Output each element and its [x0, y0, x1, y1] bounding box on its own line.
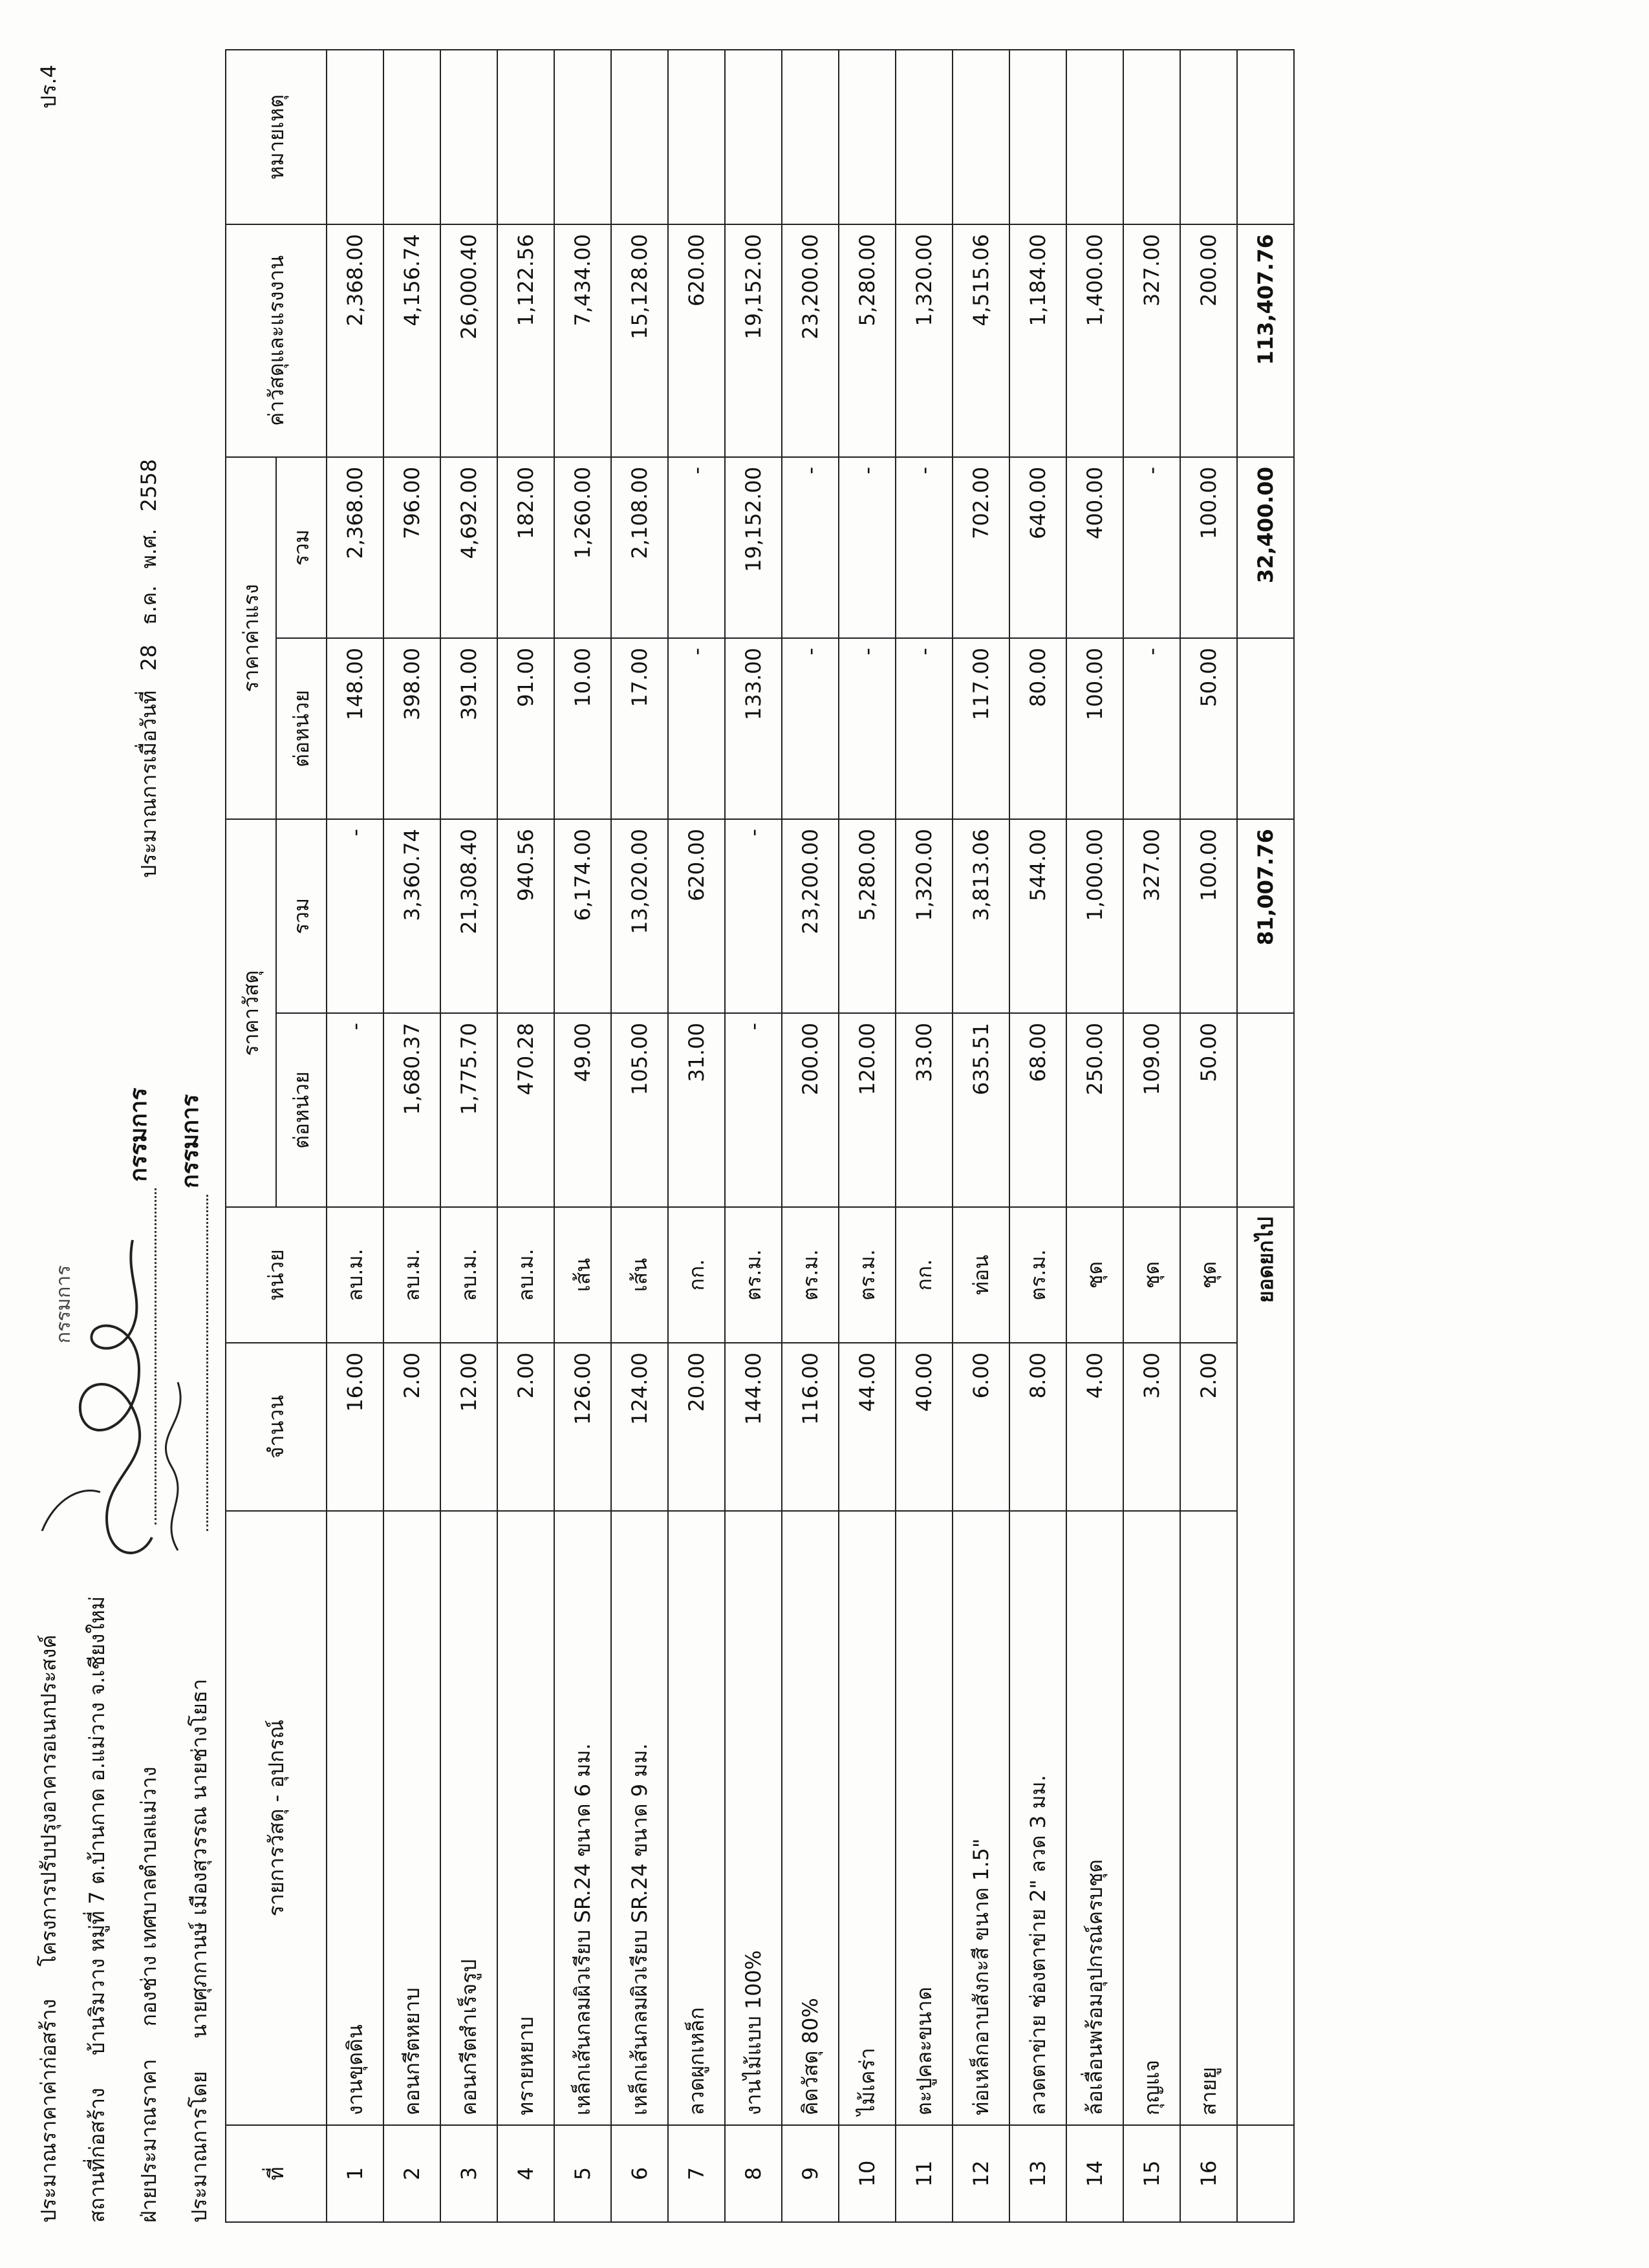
row-no: 15	[1123, 2125, 1180, 2222]
signature-label-2: กรรมการ	[125, 1087, 152, 1182]
row-material-total: 3,360.74	[383, 819, 440, 1013]
row-unit: ตร.ม.	[839, 1207, 896, 1343]
row-no: 3	[440, 2125, 497, 2222]
col-material-unit-header: ต่อหน่วย	[276, 1013, 327, 1207]
row-labor-total: -	[1123, 457, 1180, 638]
row-item: กุญแจ	[1123, 1511, 1180, 2125]
row-unit: เส้น	[554, 1207, 611, 1343]
row-qty: 126.00	[554, 1343, 611, 1511]
row-labor-total: 796.00	[383, 457, 440, 638]
table-row	[782, 50, 839, 2222]
row-labor-total: 4,692.00	[440, 457, 497, 638]
col-labor-total-header: รวม	[276, 457, 327, 638]
signature-line-3	[171, 1094, 208, 1531]
table-row	[725, 50, 782, 2222]
row-unit: ตร.ม.	[725, 1207, 782, 1343]
total-label: ยอดยกไป	[1237, 1207, 1294, 2125]
header-estimator-label: ประมาณการโดย	[187, 2071, 211, 2223]
header-estimator-value: นายศุภกานษ์ เมืองสุวรรณ นายช่างโยธา	[187, 1678, 211, 2039]
row-labor-total: 640.00	[1009, 457, 1066, 638]
row-labor-unit: -	[668, 638, 725, 819]
row-sum: 2,368.00	[327, 224, 383, 457]
row-labor-total: -	[668, 457, 725, 638]
row-sum: 4,515.06	[953, 224, 1009, 457]
row-sum: 7,434.00	[554, 224, 611, 457]
row-item: ตะปูคละขนาด	[896, 1511, 953, 2125]
total-row	[1237, 50, 1294, 2222]
row-qty: 20.00	[668, 1343, 725, 1511]
table-row	[668, 50, 725, 2222]
row-material-total: 327.00	[1123, 819, 1180, 1013]
row-no: 2	[383, 2125, 440, 2222]
row-material-total: 940.56	[497, 819, 554, 1013]
row-sum: 19,152.00	[725, 224, 782, 457]
row-no: 12	[953, 2125, 1009, 2222]
row-sum: 5,280.00	[839, 224, 896, 457]
row-qty: 12.00	[440, 1343, 497, 1511]
row-labor-total: -	[839, 457, 896, 638]
table-row	[497, 50, 554, 2222]
row-unit: ชุด	[1180, 1207, 1237, 1343]
row-labor-total: 702.00	[953, 457, 1009, 638]
form-code: ปร.4	[36, 64, 61, 109]
row-unit: ลบ.ม.	[440, 1207, 497, 1343]
table-row	[953, 50, 1009, 2222]
table-row	[1123, 50, 1180, 2222]
header-date-day: 28	[136, 644, 161, 671]
row-qty: 44.00	[839, 1343, 896, 1511]
row-qty: 144.00	[725, 1343, 782, 1511]
row-sum: 15,128.00	[611, 224, 668, 457]
row-material-unit: 635.51	[953, 1013, 1009, 1207]
row-remark	[725, 50, 782, 224]
row-no: 11	[896, 2125, 953, 2222]
row-remark	[383, 50, 440, 224]
header-date-year: 2558	[136, 458, 161, 512]
row-material-unit: 200.00	[782, 1013, 839, 1207]
row-no: 10	[839, 2125, 896, 2222]
row-remark	[896, 50, 953, 224]
row-item: ทรายหยาบ	[497, 1511, 554, 2125]
signature-line-1	[48, 1265, 79, 1343]
row-remark	[497, 50, 554, 224]
row-unit: ตร.ม.	[782, 1207, 839, 1343]
row-material-total: 620.00	[668, 819, 725, 1013]
row-material-unit: 1,775.70	[440, 1013, 497, 1207]
row-qty: 116.00	[782, 1343, 839, 1511]
row-labor-unit: -	[782, 638, 839, 819]
row-item: คอนกรีตหยาบ	[383, 1511, 440, 2125]
row-remark	[668, 50, 725, 224]
table-row	[440, 50, 497, 2222]
table-footer	[1237, 50, 1294, 2222]
header-department	[133, 1767, 166, 2223]
table-row	[383, 50, 440, 2222]
row-item: เหล็กเส้นกลมผิวเรียบ SR.24 ขนาด 6 มม.	[554, 1511, 611, 2125]
row-qty: 6.00	[953, 1343, 1009, 1511]
row-labor-total: 100.00	[1180, 457, 1237, 638]
header-date	[133, 459, 166, 878]
signature-line-2	[120, 1087, 156, 1524]
row-no: 6	[611, 2125, 668, 2222]
row-labor-unit: 391.00	[440, 638, 497, 819]
row-material-unit: 49.00	[554, 1013, 611, 1207]
row-item: ท่อเหล็กอาบสังกะสี ขนาด 1.5"	[953, 1511, 1009, 2125]
row-unit: ลบ.ม.	[497, 1207, 554, 1343]
row-labor-unit: 10.00	[554, 638, 611, 819]
row-sum: 23,200.00	[782, 224, 839, 457]
row-item: ล้อเลื่อนพร้อมอุปกรณ์ครบชุด	[1066, 1511, 1123, 2125]
row-sum: 620.00	[668, 224, 725, 457]
row-remark	[1180, 50, 1237, 224]
row-labor-unit: -	[1123, 638, 1180, 819]
row-labor-unit: 133.00	[725, 638, 782, 819]
row-item: ลวดตาข่าย ช่องตาข่าย 2" ลวด 3 มม.	[1009, 1511, 1066, 2125]
row-material-unit: 470.28	[497, 1013, 554, 1207]
row-item: คิดวัสดุ 80%	[782, 1511, 839, 2125]
row-no: 1	[327, 2125, 383, 2222]
total-labor: 32,400.00	[1237, 457, 1294, 638]
table-row	[896, 50, 953, 2222]
row-labor-unit: 100.00	[1066, 638, 1123, 819]
table-row	[327, 50, 383, 2222]
row-qty: 2.00	[383, 1343, 440, 1511]
row-material-unit: 50.00	[1180, 1013, 1237, 1207]
row-remark	[1123, 50, 1180, 224]
row-material-total: 23,200.00	[782, 819, 839, 1013]
row-sum: 1,184.00	[1009, 224, 1066, 457]
total-sum: 113,407.76	[1237, 224, 1294, 457]
col-labor-group-header: ราคาค่าแรง	[226, 457, 276, 819]
row-unit: ตร.ม.	[1009, 1207, 1066, 1343]
col-unit-header: หน่วย	[226, 1207, 327, 1343]
row-qty: 2.00	[497, 1343, 554, 1511]
row-material-unit: -	[725, 1013, 782, 1207]
row-unit: เส้น	[611, 1207, 668, 1343]
row-item: คอนกรีตสำเร็จรูป	[440, 1511, 497, 2125]
row-labor-total: 2,108.00	[611, 457, 668, 638]
row-sum: 4,156.74	[383, 224, 440, 457]
signature-area	[29, 994, 223, 1576]
header-date-era: พ.ศ.	[136, 528, 161, 569]
row-remark	[611, 50, 668, 224]
row-labor-unit: 50.00	[1180, 638, 1237, 819]
signature-label-3: กรรมการ	[177, 1094, 204, 1188]
row-item: งานขุดดิน	[327, 1511, 383, 2125]
header-department-value: กองช่าง เทศบาลตำบลแม่วาง	[136, 1766, 161, 2027]
header-location	[81, 1596, 114, 2223]
signature-dots-3	[187, 1195, 208, 1531]
row-sum: 1,400.00	[1066, 224, 1123, 457]
row-no: 5	[554, 2125, 611, 2222]
signature-dots-2	[135, 1188, 156, 1524]
header-location-value: บ้านริมวาง หมู่ที่ 7 ต.บ้านกาด อ.แม่วาง จ.เชียงใหม่	[85, 1596, 109, 2056]
row-remark	[782, 50, 839, 224]
row-no: 13	[1009, 2125, 1066, 2222]
row-labor-total: 1,260.00	[554, 457, 611, 638]
row-unit: ชุด	[1123, 1207, 1180, 1343]
row-labor-total: -	[782, 457, 839, 638]
table-row	[611, 50, 668, 2222]
header-project-value: โครงการปรับปรุงอาคารอเนกประสงค์	[36, 1634, 61, 1967]
row-remark	[440, 50, 497, 224]
row-item: เหล็กเส้นกลมผิวเรียบ SR.24 ขนาด 9 มม.	[611, 1511, 668, 2125]
row-labor-total: 2,368.00	[327, 457, 383, 638]
signature-label-1: กรรมการ	[52, 1265, 75, 1343]
row-labor-unit: 398.00	[383, 638, 440, 819]
col-material-group-header: ราคาวัสดุ	[226, 819, 276, 1207]
col-item-header: รายการวัสดุ - อุปกรณ์	[226, 1511, 327, 2125]
row-remark	[1009, 50, 1066, 224]
row-remark	[1066, 50, 1123, 224]
header-date-label: ประมาณการเมื่อวันที่	[136, 690, 161, 878]
row-remark	[327, 50, 383, 224]
row-material-unit: 250.00	[1066, 1013, 1123, 1207]
row-no: 7	[668, 2125, 725, 2222]
row-material-total: -	[327, 819, 383, 1013]
row-item: สายยู	[1180, 1511, 1237, 2125]
header-estimator	[183, 1679, 216, 2223]
row-no: 14	[1066, 2125, 1123, 2222]
row-unit: กก.	[896, 1207, 953, 1343]
row-labor-unit: 80.00	[1009, 638, 1066, 819]
row-material-total: 13,020.00	[611, 819, 668, 1013]
row-labor-unit: 91.00	[497, 638, 554, 819]
row-material-total: 1,000.00	[1066, 819, 1123, 1013]
row-unit: กก.	[668, 1207, 725, 1343]
row-labor-unit: 117.00	[953, 638, 1009, 819]
row-item: งานไม้แบบ 100%	[725, 1511, 782, 2125]
row-labor-total: 400.00	[1066, 457, 1123, 638]
row-remark	[554, 50, 611, 224]
row-material-total: 6,174.00	[554, 819, 611, 1013]
row-unit: ชุด	[1066, 1207, 1123, 1343]
header-date-month: ธ.ค.	[136, 585, 161, 625]
row-remark	[839, 50, 896, 224]
col-no-header: ที่	[226, 2125, 327, 2222]
row-qty: 40.00	[896, 1343, 953, 1511]
row-material-unit: 33.00	[896, 1013, 953, 1207]
header-project	[32, 1634, 65, 2223]
row-qty: 3.00	[1123, 1343, 1180, 1511]
estimate-table	[225, 49, 1295, 2223]
row-qty: 124.00	[611, 1343, 668, 1511]
row-material-total: 1,320.00	[896, 819, 953, 1013]
row-material-total: 100.00	[1180, 819, 1237, 1013]
row-labor-unit: -	[839, 638, 896, 819]
row-qty: 16.00	[327, 1343, 383, 1511]
row-material-total: 3,813.06	[953, 819, 1009, 1013]
row-qty: 2.00	[1180, 1343, 1237, 1511]
row-sum: 1,122.56	[497, 224, 554, 457]
table-body	[327, 50, 1237, 2222]
row-no: 4	[497, 2125, 554, 2222]
row-material-unit: 109.00	[1123, 1013, 1180, 1207]
row-no: 8	[725, 2125, 782, 2222]
header-department-label: ฝ่ายประมาณราคา	[136, 2059, 161, 2223]
row-material-unit: -	[327, 1013, 383, 1207]
row-labor-total: 19,152.00	[725, 457, 782, 638]
row-labor-unit: -	[896, 638, 953, 819]
total-material: 81,007.76	[1237, 819, 1294, 1013]
table-row	[1180, 50, 1237, 2222]
col-remark-header: หมายเหตุ	[226, 50, 327, 224]
row-material-unit: 120.00	[839, 1013, 896, 1207]
row-labor-unit: 17.00	[611, 638, 668, 819]
row-item: ไม้เคร่า	[839, 1511, 896, 2125]
row-sum: 1,320.00	[896, 224, 953, 457]
row-material-total: 544.00	[1009, 819, 1066, 1013]
table-row	[1009, 50, 1066, 2222]
header-project-label: ประมาณราคาค่าก่อสร้าง	[36, 1998, 61, 2223]
row-material-total: -	[725, 819, 782, 1013]
row-item: ลวดผูกเหล็ก	[668, 1511, 725, 2125]
col-labor-unit-header: ต่อหน่วย	[276, 638, 327, 819]
row-qty: 4.00	[1066, 1343, 1123, 1511]
row-remark	[953, 50, 1009, 224]
row-labor-total: -	[896, 457, 953, 638]
row-material-unit: 68.00	[1009, 1013, 1066, 1207]
table-header	[226, 50, 327, 2222]
row-sum: 327.00	[1123, 224, 1180, 457]
row-no: 9	[782, 2125, 839, 2222]
row-unit: ท่อน	[953, 1207, 1009, 1343]
row-sum: 200.00	[1180, 224, 1237, 457]
col-qty-header: จำนวน	[226, 1343, 327, 1511]
row-material-total: 21,308.40	[440, 819, 497, 1013]
row-sum: 26,000.40	[440, 224, 497, 457]
col-material-total-header: รวม	[276, 819, 327, 1013]
table-row	[839, 50, 896, 2222]
table-row	[1066, 50, 1123, 2222]
row-unit: ลบ.ม.	[327, 1207, 383, 1343]
row-qty: 8.00	[1009, 1343, 1066, 1511]
col-sum-header: ค่าวัสดุและแรงงาน	[226, 224, 327, 457]
table-row	[554, 50, 611, 2222]
row-no: 16	[1180, 2125, 1237, 2222]
row-material-unit: 105.00	[611, 1013, 668, 1207]
row-unit: ลบ.ม.	[383, 1207, 440, 1343]
row-material-unit: 1,680.37	[383, 1013, 440, 1207]
row-labor-total: 182.00	[497, 457, 554, 638]
row-labor-unit: 148.00	[327, 638, 383, 819]
header-location-label: สถานที่ก่อสร้าง	[85, 2088, 109, 2223]
row-material-total: 5,280.00	[839, 819, 896, 1013]
row-material-unit: 31.00	[668, 1013, 725, 1207]
